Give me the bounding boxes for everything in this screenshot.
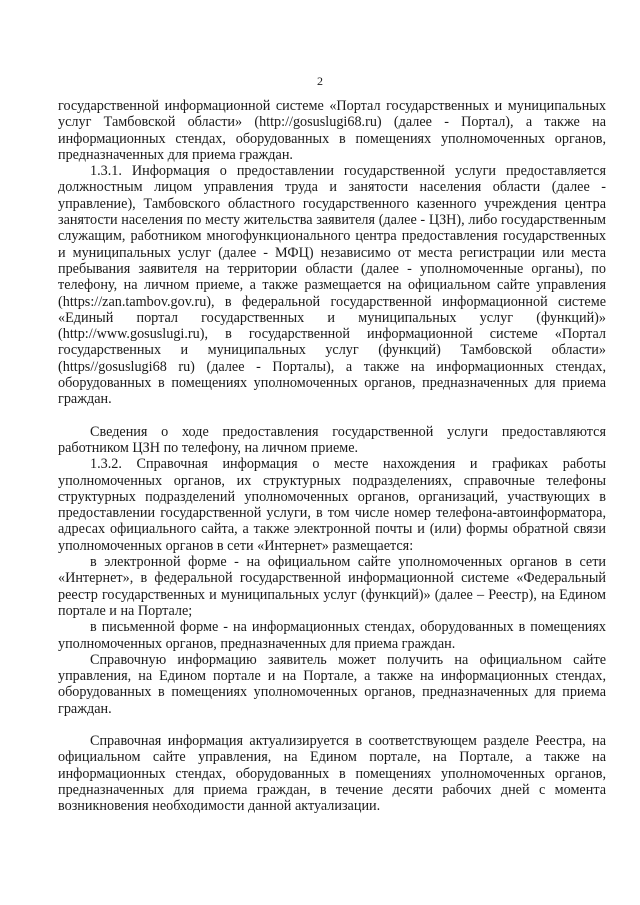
paragraph-1-3-1: 1.3.1. Информация о предоставлении государственной услуги предоставляется должностным лицом управления труда и занятости населения области (далее - управление), Тамбовского областного государственного казенного учреждения центра занятости населения по месту жительства заявителя (далее - ЦЗН), либо государственным служащим, работником многофункционального центра предоставления государственных и муниципальных услуг (далее - МФЦ) независимо от места регистрации или места пребывания заявителя на территории области (далее - уполномоченные органы), по телефону, на личном приеме, а также размещается на официальном сайте управления (https://zan.tambov.gov.ru), в федеральной государственной информационной системе «Единый портал государственных и муниципальных услуг (функций)» (http://www.gosuslugi.ru), в государственной информационной системе «Портал государственных и муниципальных услуг (функций) Тамбовской области» (https//gosuslugi68 ru) (далее - Порталы), а также на информационных стендах, оборудованных в помещениях уполномоченных органов, предназначенных для приема граждан.: [58, 163, 606, 408]
document-body: [58, 98, 606, 814]
paragraph-reference-update: Справочная информация актуализируется в соответствующем разделе Реестра, на официальном сайте управления, на Едином портале, на Портале, а также на информационных стендах, оборудованных в помещениях уполномоченных органов, предназначенных для приема граждан, в течение десяти рабочих дней с момента возникновения необходимости данной актуализации.: [58, 732, 606, 815]
paragraph-reference-info: Справочную информацию заявитель может получить на официальном сайте управления, на Едином портале и на Портале, а также на информационных стендах, оборудованных в помещениях уполномоченных органов, предназначенных для приема граждан.: [58, 651, 606, 717]
paragraph-portal-continuation: государственной информационной системе «Портал государственных и муниципальных услуг Тамбовской области» (http://gosuslugi68.ru) (далее - Портал), а также на информационных стендах, оборудованных в помещениях уполномоченных органов, предназначенных для приема граждан.: [58, 98, 606, 163]
paragraph-progress-info: Сведения о ходе предоставления государственной услуги предоставляются работником ЦЗН по телефону, на личном приеме.: [58, 423, 606, 456]
paragraph-electronic-form: в электронной форме - на официальном сайте уполномоченных органов в сети «Интернет», в федеральной государственной информационной системе «Федеральный реестр государственных и муниципальных услуг (функций)» (далее – Реестр), на Едином портале и на Портале;: [58, 554, 606, 619]
paragraph-1-3-2: 1.3.2. Справочная информация о месте нахождения и графиках работы уполномоченных органов, их структурных подразделениях, справочные телефоны структурных подразделений уполномоченных органов, организаций, участвующих в предоставлении государственной услуги, в том числе номер телефона-автоинформатора, адресах официального сайта, а также электронной почты и (или) формы обратной связи уполномоченных органов в сети «Интернет» размещается:: [58, 456, 606, 554]
paragraph-written-form: в письменной форме - на информационных стендах, оборудованных в помещениях уполномоченных органов, предназначенных для приема граждан.: [58, 619, 606, 652]
page-number: 2: [317, 74, 323, 88]
